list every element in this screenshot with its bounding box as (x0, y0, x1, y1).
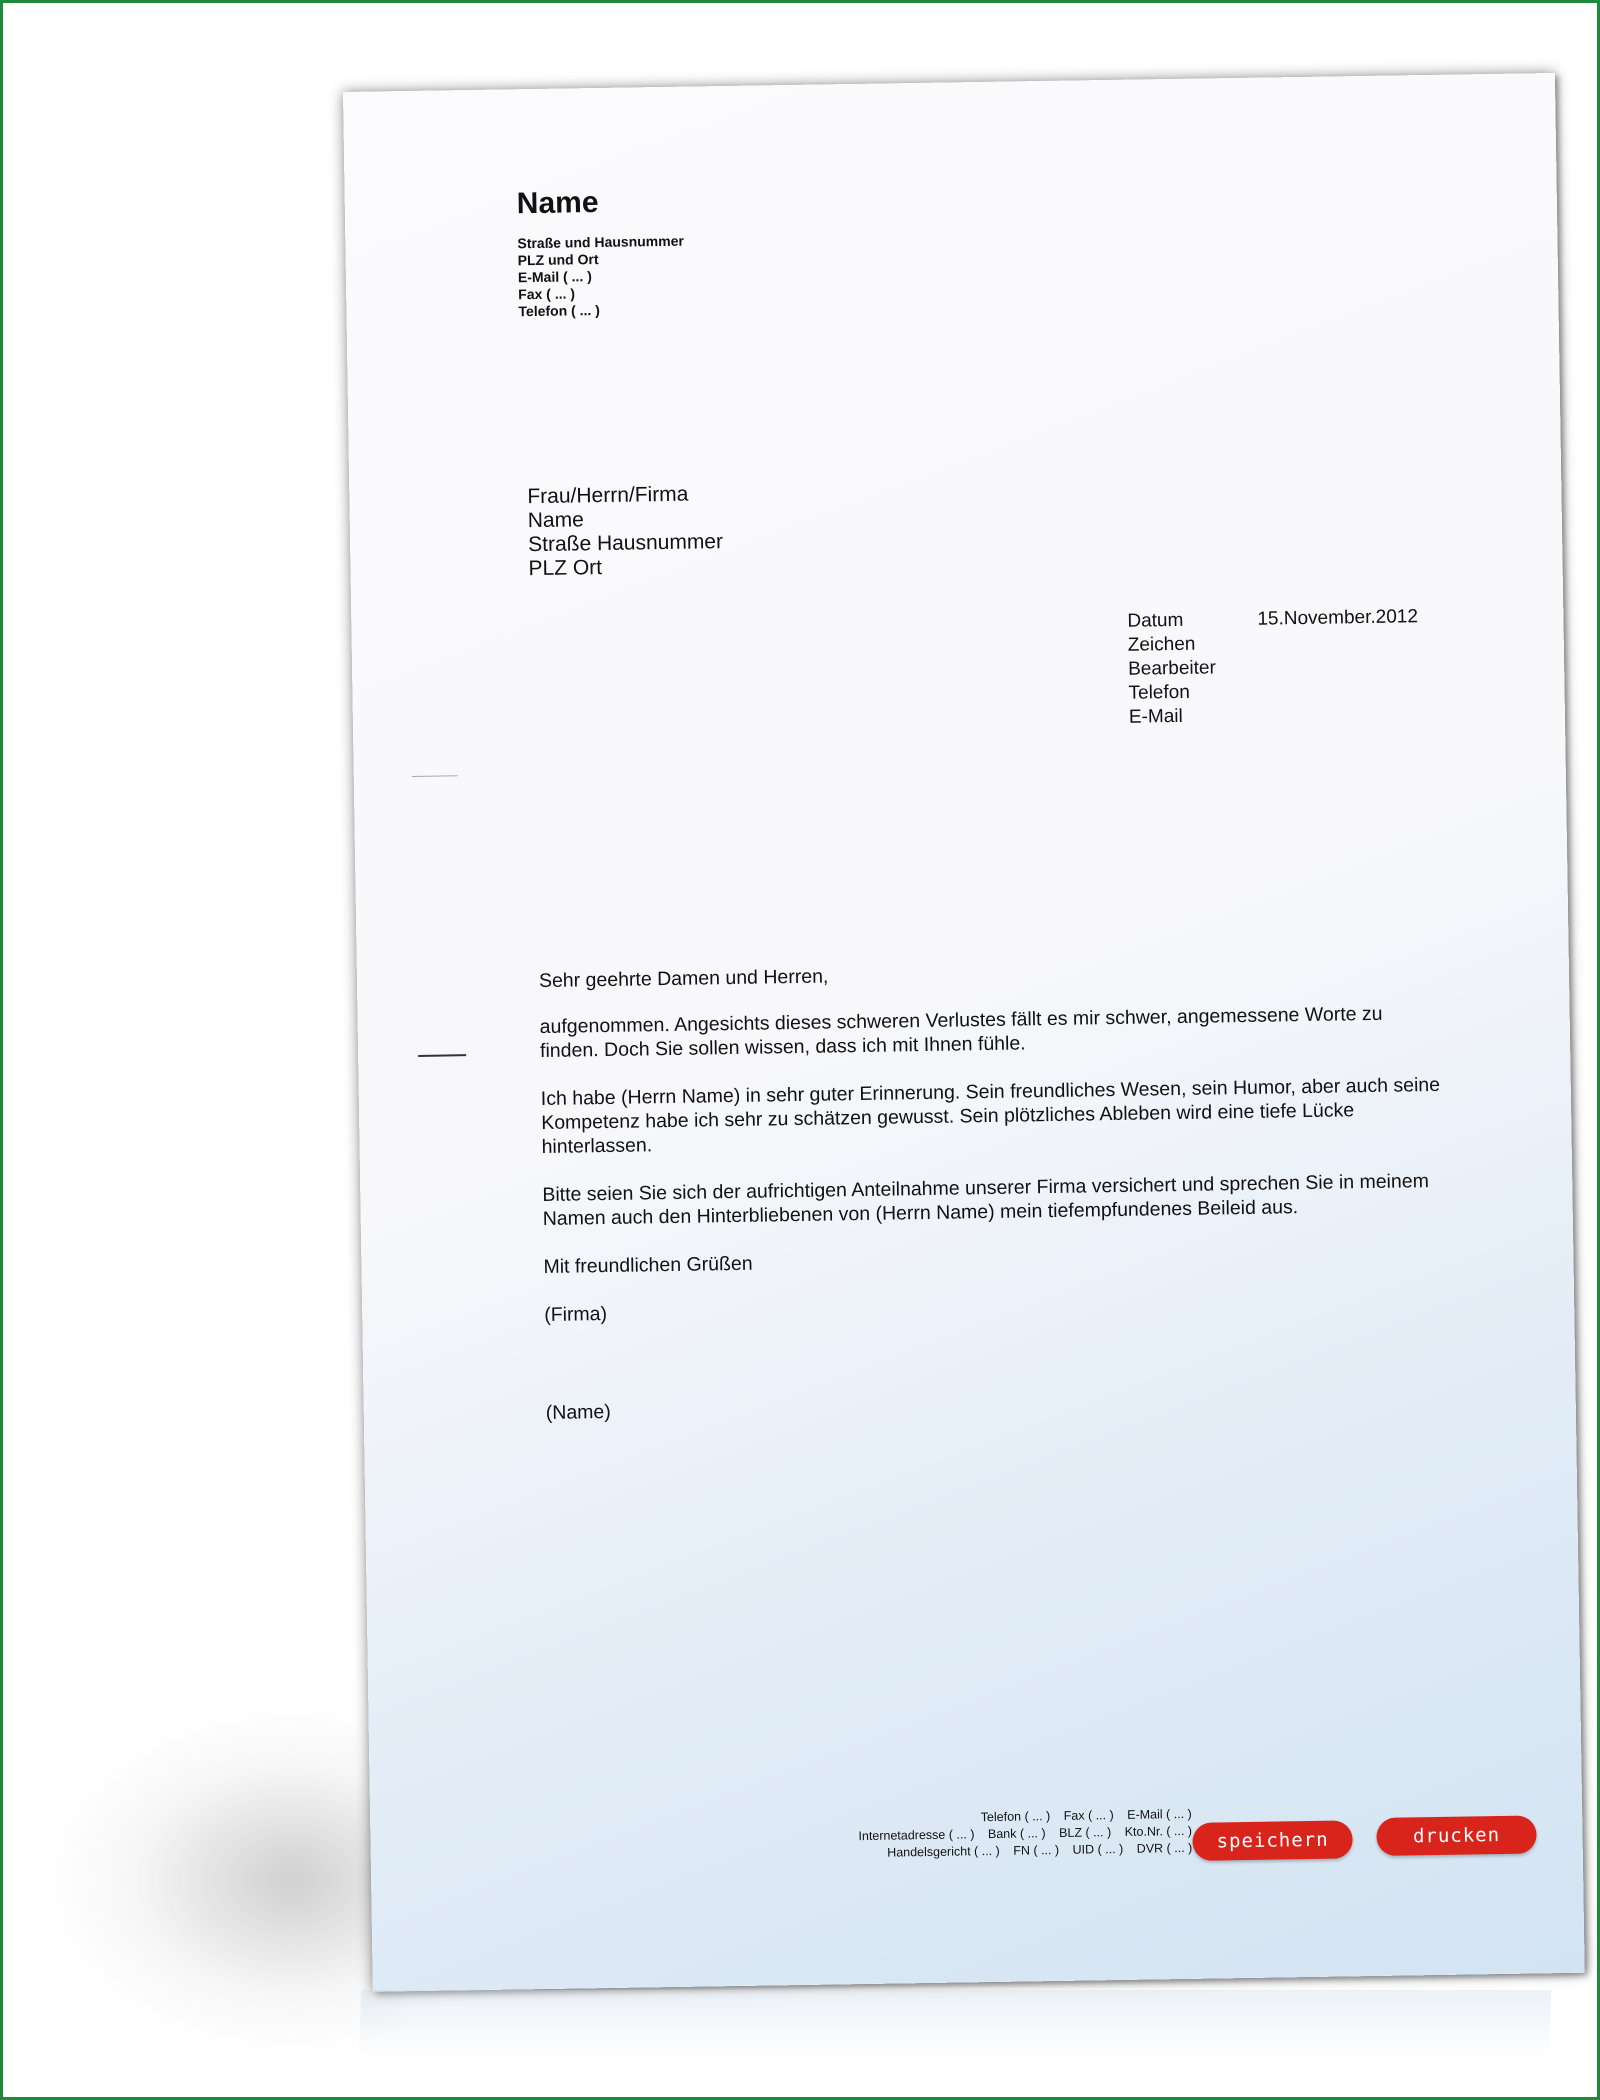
letter-page (343, 73, 1585, 1992)
sender-fax: Fax ( ... ) (518, 285, 576, 303)
footer-phone: Telefon ( ... ) (980, 1809, 1051, 1825)
page-shadow (40, 1700, 400, 2060)
sender-street: Straße und Hausnummer (517, 232, 684, 252)
footer-company-info (848, 1806, 1192, 1862)
sender-email: E-Mail ( ... ) (517, 268, 592, 286)
footer-email: E-Mail ( ... ) (1127, 1806, 1192, 1822)
footer-blz: BLZ ( ... ) (1058, 1825, 1112, 1840)
company-signature: (Firma) (544, 1303, 608, 1326)
recipient-title: Frau/Herrn/Firma (527, 482, 689, 509)
label-date: Datum (1127, 609, 1184, 632)
fold-mark-top (412, 775, 458, 777)
paragraph-3: Bitte seien Sie sich der aufrichtigen Anteilnahme unserer Firma versichert und sprechen Sie in meinem Namen auch den Hinterbliebenen von (Herrn Name) mein tiefempfundenes Beileid aus. (542, 1170, 1430, 1231)
closing: Mit freundlichen Grüßen (543, 1252, 753, 1278)
recipient-city: PLZ Ort (528, 555, 603, 581)
sender-phone: Telefon ( ... ) (518, 301, 600, 320)
print-button[interactable]: drucken (1376, 1815, 1537, 1856)
paragraph-1: aufgenommen. Angesichts dieses schweren Verlustes fällt es mir schwer, angemessene Worte zu finden. Doch Sie sollen wissen, dass ich mit Ihnen fühle. (539, 1002, 1383, 1063)
sender-name: Name (516, 186, 599, 221)
reference-labels (1127, 608, 1259, 730)
footer-fax: Fax ( ... ) (1063, 1808, 1114, 1823)
footer-bank: Bank ( ... ) (987, 1826, 1046, 1842)
label-clerk: Bearbeiter (1127, 657, 1216, 680)
footer-account: Kto.Nr. ( ... ) (1124, 1823, 1193, 1839)
recipient-block (527, 482, 723, 581)
sender-city: PLZ und Ort (517, 251, 599, 269)
date-value: 15.November.2012 (1257, 606, 1419, 630)
name-signature: (Name) (545, 1400, 611, 1424)
page-reflection (359, 1990, 1551, 2060)
footer-fn: FN ( ... ) (1013, 1842, 1060, 1858)
footer-uid: UID ( ... ) (1072, 1841, 1124, 1857)
footer-dvr: DVR ( ... ) (1136, 1840, 1193, 1856)
label-email: E-Mail (1128, 705, 1183, 728)
letter-body (539, 955, 1446, 1425)
recipient-street: Straße Hausnummer (527, 530, 724, 557)
recipient-name: Name (527, 508, 584, 533)
paragraph-2: Ich habe (Herrn Name) in sehr guter Erinnerung. Sein freundliches Wesen, sein Humor, aber auch seine Kompetenz habe ich sehr zu schätzen gewusst. Sein plötzliches Ableben wird eine tiefe Lücke hinterlassen. (540, 1073, 1441, 1159)
punch-mark (418, 1054, 466, 1057)
footer-court: Handelsgericht ( ... ) (887, 1843, 1000, 1860)
salutation: Sehr geehrte Damen und Herren, (538, 965, 829, 993)
footer-website: Internetadresse ( ... ) (858, 1827, 975, 1844)
label-phone: Telefon (1128, 681, 1190, 704)
document-sheet-wrapper (343, 73, 1585, 1992)
label-reference: Zeichen (1127, 633, 1196, 656)
sender-block (517, 185, 686, 321)
save-button[interactable]: speichern (1192, 1820, 1353, 1861)
